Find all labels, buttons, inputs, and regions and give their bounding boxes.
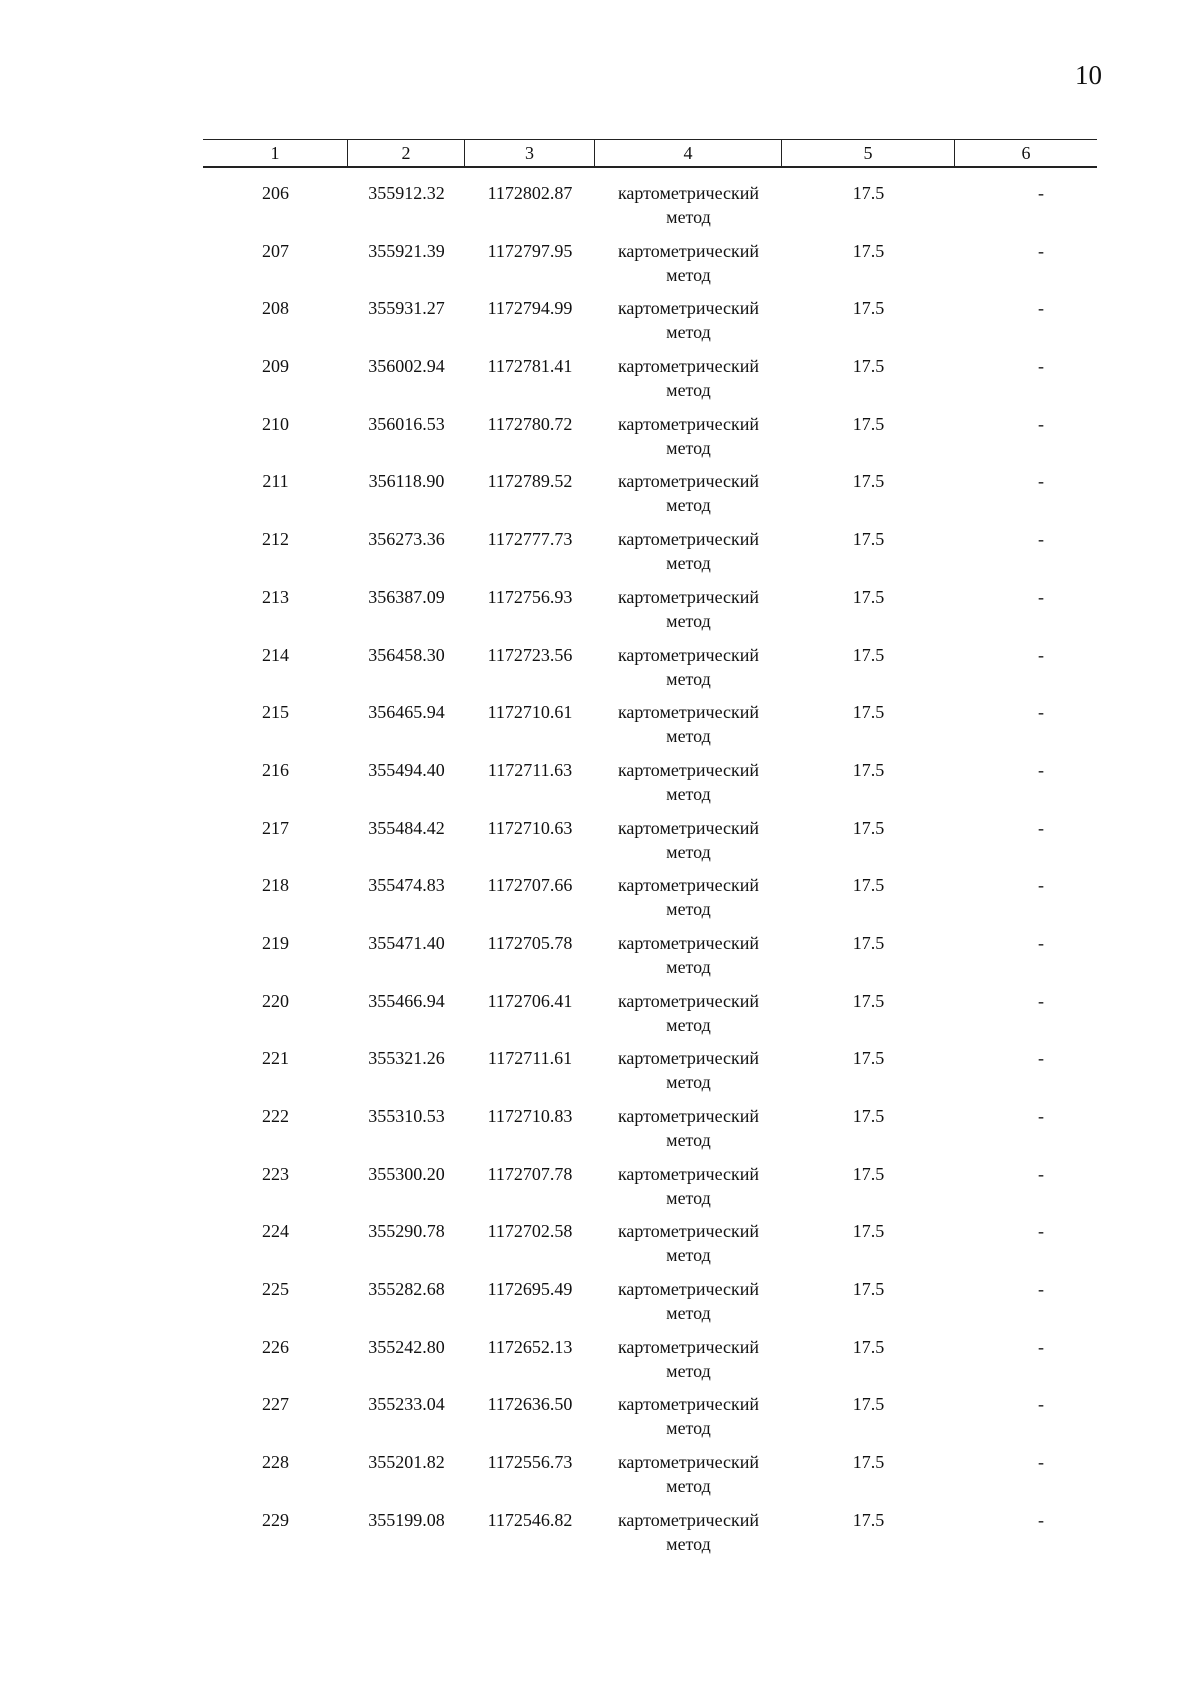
note-value: -	[1038, 1279, 1044, 1300]
coordinate-x: 356118.90	[368, 471, 445, 492]
point-number: 219	[262, 932, 289, 953]
table-row	[203, 1219, 1097, 1277]
page-number: 10	[1075, 60, 1102, 90]
header-col-1: 1	[203, 140, 348, 166]
coordinate-y: 1172723.56	[487, 644, 573, 665]
accuracy-value: 17.5	[852, 413, 885, 434]
method-line-1: картометрический	[617, 1279, 760, 1300]
coordinate-y: 1172802.87	[487, 183, 573, 203]
method-line-2: метод	[666, 610, 711, 631]
coordinate-y: 1172794.99	[487, 298, 573, 319]
note-value: -	[1038, 529, 1044, 550]
point-number: 210	[262, 413, 289, 434]
point-number: 217	[262, 817, 289, 838]
accuracy-value: 17.5	[852, 356, 885, 377]
coordinate-x: 355466.94	[368, 990, 445, 1011]
accuracy-value: 17.5	[852, 1452, 885, 1473]
coordinate-x: 356016.53	[368, 413, 445, 434]
coordinate-y: 1172706.41	[487, 990, 573, 1011]
method-line-1: картометрический	[617, 471, 760, 492]
accuracy-value: 17.5	[852, 1221, 885, 1242]
coordinate-y: 1172636.50	[487, 1394, 573, 1415]
point-number: 206	[262, 183, 289, 203]
coordinate-x: 355484.42	[368, 817, 445, 838]
coordinate-y: 1172711.61	[487, 1048, 573, 1069]
determination-method	[595, 873, 782, 931]
determination-method	[595, 1219, 782, 1277]
coordinate-x: 355201.82	[368, 1452, 445, 1473]
table-row	[203, 239, 1097, 297]
point-number: 207	[262, 240, 289, 261]
method-line-1: картометрический	[617, 817, 760, 838]
note-value: -	[1038, 875, 1044, 896]
method-line-2: метод	[666, 841, 711, 862]
table-row	[203, 469, 1097, 527]
determination-method	[595, 1392, 782, 1450]
point-number: 220	[262, 990, 289, 1011]
accuracy-value: 17.5	[852, 817, 885, 838]
coordinate-x: 355474.83	[368, 875, 445, 896]
table-row	[203, 296, 1097, 354]
point-number: 213	[262, 586, 289, 607]
coordinate-y: 1172707.66	[487, 875, 573, 896]
note-value: -	[1038, 471, 1044, 492]
table-row	[203, 527, 1097, 585]
method-line-1: картометрический	[617, 932, 760, 953]
header-col-3: 3	[465, 140, 595, 166]
note-value: -	[1038, 1336, 1044, 1357]
coordinate-x: 356273.36	[368, 529, 445, 550]
method-line-2: метод	[666, 1418, 711, 1439]
coordinate-x: 355931.27	[368, 298, 445, 319]
coordinate-y: 1172556.73	[487, 1452, 573, 1473]
accuracy-value: 17.5	[852, 759, 885, 780]
accuracy-value: 17.5	[852, 932, 885, 953]
coordinate-x: 356002.94	[368, 356, 445, 377]
note-value: -	[1038, 298, 1044, 319]
table-header	[203, 139, 1097, 168]
accuracy-value: 17.5	[852, 1279, 885, 1300]
method-line-2: метод	[666, 1130, 711, 1150]
method-line-1: картометрический	[617, 183, 760, 203]
coordinate-y: 1172702.58	[487, 1221, 573, 1242]
point-number: 216	[262, 759, 289, 780]
note-value: -	[1038, 702, 1044, 723]
coordinate-y: 1172781.41	[487, 356, 573, 377]
table-row	[203, 1335, 1097, 1393]
table-row	[203, 1277, 1097, 1335]
coordinate-x: 355310.53	[368, 1106, 445, 1126]
point-number: 221	[262, 1048, 289, 1069]
coordinate-y: 1172797.95	[487, 240, 573, 261]
coordinate-y: 1172780.72	[487, 413, 573, 434]
coordinate-x: 355300.20	[368, 1163, 445, 1184]
method-line-2: метод	[666, 495, 711, 516]
determination-method	[595, 296, 782, 354]
coordinate-x: 355282.68	[368, 1279, 445, 1300]
header-col-6: 6	[1021, 142, 1031, 163]
method-line-2: метод	[666, 1360, 711, 1381]
coordinate-x: 355471.40	[368, 932, 445, 953]
coordinate-x: 355233.04	[368, 1394, 445, 1415]
method-line-2: метод	[666, 264, 711, 285]
coordinate-y: 1172705.78	[487, 932, 573, 953]
point-number: 227	[262, 1394, 289, 1415]
table-row	[203, 585, 1097, 643]
coordinate-x: 355242.80	[368, 1336, 445, 1357]
table-row	[203, 1508, 1097, 1566]
method-line-2: метод	[666, 437, 711, 458]
table-row	[203, 1162, 1097, 1220]
point-number: 214	[262, 644, 289, 665]
determination-method	[595, 1450, 782, 1508]
coordinate-x: 355321.26	[368, 1048, 445, 1069]
coordinate-y: 1172789.52	[487, 471, 573, 492]
method-line-2: метод	[666, 783, 711, 804]
determination-method	[595, 1508, 782, 1566]
point-number: 218	[262, 875, 289, 896]
method-line-1: картометрический	[617, 644, 760, 665]
accuracy-value: 17.5	[852, 1509, 885, 1530]
note-value: -	[1038, 240, 1044, 261]
coordinate-x: 355912.32	[368, 183, 445, 203]
determination-method	[595, 527, 782, 585]
coordinate-y: 1172711.63	[487, 759, 573, 780]
accuracy-value: 17.5	[852, 1336, 885, 1357]
header-col-5: 5	[782, 140, 955, 166]
point-number: 223	[262, 1163, 289, 1184]
header-col-4: 4	[595, 140, 782, 166]
note-value: -	[1038, 1221, 1044, 1242]
method-line-1: картометрический	[617, 1336, 760, 1357]
method-line-1: картометрический	[617, 1394, 760, 1415]
method-line-2: метод	[666, 899, 711, 920]
method-line-2: метод	[666, 956, 711, 977]
method-line-2: метод	[666, 726, 711, 747]
determination-method	[595, 469, 782, 527]
table-row	[203, 758, 1097, 816]
coordinate-y: 1172652.13	[487, 1336, 573, 1357]
point-number: 209	[262, 356, 289, 377]
method-line-1: картометрический	[617, 356, 760, 377]
table-row	[203, 354, 1097, 412]
method-line-1: картометрический	[617, 1509, 760, 1530]
accuracy-value: 17.5	[852, 1163, 885, 1184]
coordinate-y: 1172710.63	[487, 817, 573, 838]
coordinate-x: 355199.08	[368, 1509, 445, 1530]
note-value: -	[1038, 183, 1044, 203]
note-value: -	[1038, 990, 1044, 1011]
table-row	[203, 181, 1097, 239]
method-line-1: картометрический	[617, 298, 760, 319]
table-row	[203, 1392, 1097, 1450]
determination-method	[595, 1046, 782, 1104]
note-value: -	[1038, 817, 1044, 838]
accuracy-value: 17.5	[852, 1048, 885, 1069]
method-line-1: картометрический	[617, 1048, 760, 1069]
header-col-2: 2	[348, 140, 465, 166]
determination-method	[595, 816, 782, 874]
accuracy-value: 17.5	[852, 183, 885, 203]
note-value: -	[1038, 586, 1044, 607]
table-row	[203, 1450, 1097, 1508]
accuracy-value: 17.5	[852, 240, 885, 261]
table-row	[203, 816, 1097, 874]
coordinate-x: 356387.09	[368, 586, 445, 607]
note-value: -	[1038, 1509, 1044, 1530]
point-number: 215	[262, 702, 289, 723]
method-line-1: картометрический	[617, 990, 760, 1011]
method-line-1: картометрический	[617, 702, 760, 723]
determination-method	[595, 181, 782, 239]
accuracy-value: 17.5	[852, 471, 885, 492]
note-value: -	[1038, 1163, 1044, 1184]
determination-method	[595, 585, 782, 643]
coordinate-y: 1172710.83	[487, 1106, 573, 1126]
point-number: 212	[262, 529, 289, 550]
coordinate-y: 1172710.61	[487, 702, 573, 723]
method-line-1: картометрический	[617, 586, 760, 607]
accuracy-value: 17.5	[852, 298, 885, 319]
point-number: 226	[262, 1336, 289, 1357]
determination-method	[595, 354, 782, 412]
method-line-1: картометрический	[617, 1221, 760, 1242]
method-line-1: картометрический	[617, 875, 760, 896]
determination-method	[595, 1277, 782, 1335]
accuracy-value: 17.5	[852, 1106, 885, 1126]
coordinate-y: 1172695.49	[487, 1279, 573, 1300]
note-value: -	[1038, 759, 1044, 780]
table-row	[203, 873, 1097, 931]
determination-method	[595, 931, 782, 989]
determination-method	[595, 758, 782, 816]
method-line-2: метод	[666, 1476, 711, 1497]
table-row	[203, 1104, 1097, 1162]
method-line-2: метод	[666, 1187, 711, 1208]
note-value: -	[1038, 1394, 1044, 1415]
point-number: 225	[262, 1279, 289, 1300]
method-line-2: метод	[666, 553, 711, 574]
coordinate-x: 355494.40	[368, 759, 445, 780]
method-line-2: метод	[666, 668, 711, 689]
determination-method	[595, 989, 782, 1047]
method-line-1: картометрический	[617, 529, 760, 550]
point-number: 211	[262, 471, 289, 492]
method-line-2: метод	[666, 322, 711, 343]
coordinate-y: 1172777.73	[487, 529, 573, 550]
coordinate-x: 356458.30	[368, 644, 445, 665]
determination-method	[595, 1335, 782, 1393]
note-value: -	[1038, 644, 1044, 665]
accuracy-value: 17.5	[852, 644, 885, 665]
method-line-1: картометрический	[617, 759, 760, 780]
method-line-2: метод	[666, 1303, 711, 1324]
table-row	[203, 1046, 1097, 1104]
method-line-2: метод	[666, 1072, 711, 1093]
accuracy-value: 17.5	[852, 529, 885, 550]
method-line-2: метод	[666, 1533, 711, 1554]
method-line-2: метод	[666, 1014, 711, 1035]
method-line-1: картометрический	[617, 1452, 760, 1473]
note-value: -	[1038, 1048, 1044, 1069]
coordinate-y: 1172756.93	[487, 586, 573, 607]
coordinate-x: 355290.78	[368, 1221, 445, 1242]
determination-method	[595, 643, 782, 701]
determination-method	[595, 700, 782, 758]
method-line-1: картометрический	[617, 1106, 760, 1126]
method-line-2: метод	[666, 1245, 711, 1266]
point-number: 224	[262, 1221, 289, 1242]
coordinate-x: 355921.39	[368, 240, 445, 261]
accuracy-value: 17.5	[852, 702, 885, 723]
coordinate-x: 356465.94	[368, 702, 445, 723]
accuracy-value: 17.5	[852, 1394, 885, 1415]
point-number: 228	[262, 1452, 289, 1473]
point-number: 222	[262, 1106, 289, 1126]
method-line-1: картометрический	[617, 240, 760, 261]
determination-method	[595, 1162, 782, 1220]
note-value: -	[1038, 1452, 1044, 1473]
coordinate-y: 1172546.82	[487, 1509, 573, 1530]
point-number: 208	[262, 298, 289, 319]
table-body	[203, 181, 1097, 1566]
determination-method	[595, 412, 782, 470]
accuracy-value: 17.5	[852, 875, 885, 896]
accuracy-value: 17.5	[852, 990, 885, 1011]
determination-method	[595, 1104, 782, 1162]
accuracy-value: 17.5	[852, 586, 885, 607]
table-row	[203, 989, 1097, 1047]
table-row	[203, 931, 1097, 989]
note-value: -	[1038, 356, 1044, 377]
note-value: -	[1038, 413, 1044, 434]
method-line-1: картометрический	[617, 413, 760, 434]
method-line-2: метод	[666, 207, 711, 227]
point-number: 229	[262, 1509, 289, 1530]
note-value: -	[1038, 1106, 1044, 1126]
coordinate-y: 1172707.78	[487, 1163, 573, 1184]
method-line-2: метод	[666, 380, 711, 401]
method-line-1: картометрический	[617, 1163, 760, 1184]
table-row	[203, 700, 1097, 758]
determination-method	[595, 239, 782, 297]
note-value: -	[1038, 932, 1044, 953]
table-row	[203, 643, 1097, 701]
table-row	[203, 412, 1097, 470]
